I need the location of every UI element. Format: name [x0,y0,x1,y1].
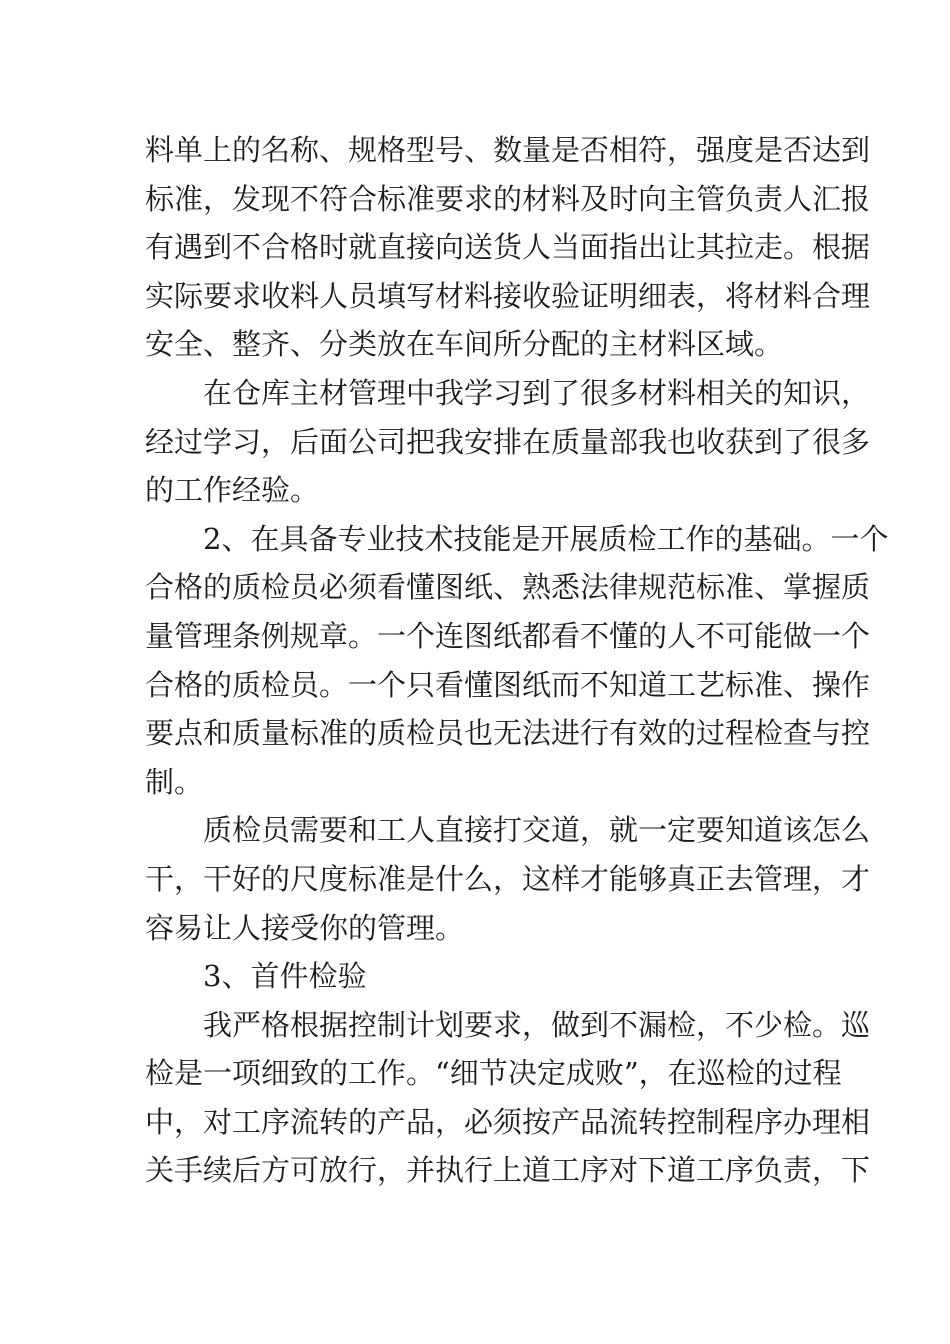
text-line: 关手续后方可放行，并执行上道工序对下道工序负责，下 [145,1153,871,1188]
text-line: 3、首件检验 [145,959,367,994]
text-line: 要点和质量标准的质检员也无法进行有效的过程检查与控 [145,716,871,751]
text-line: 容易让人接受你的管理。 [145,910,465,945]
text-line: 检是一项细致的工作。“细节决定成败”，在巡检的过程 [145,1056,842,1091]
text-line: 合格的质检员。一个只看懂图纸而不知道工艺标准、操作 [145,667,871,702]
text-line: 料单上的名称、规格型号、数量是否相符，强度是否达到 [145,133,871,167]
text-line: 的工作经验。 [145,473,320,508]
text-line: 量管理条例规章。一个连图纸都看不懂的人不可能做一个 [145,618,871,653]
text-line: 标准，发现不符合标准要求的材料及时向主管负责人汇报 [145,181,871,216]
text-line: 中，对工序流转的产品，必须按产品流转控制程序办理相 [145,1104,871,1139]
text-line: 有遇到不合格时就直接向送货人当面指出让其拉走。根据 [145,230,871,265]
text-line: 合格的质检员必须看懂图纸、熟悉法律规范标准、掌握质 [145,570,871,605]
text-line: 安全、整齐、分类放在车间所分配的主材料区域。 [145,327,784,362]
text-line: 质检员需要和工人直接打交道，就一定要知道该怎么 [145,813,871,848]
text-line: 制。 [145,764,204,799]
text-line: 经过学习，后面公司把我安排在质量部我也收获到了很多 [145,424,871,459]
text-line: 2、在具备专业技术技能是开展质检工作的基础。一个 [145,521,889,556]
text-line: 在仓库主材管理中我学习到了很多材料相关的知识， [145,375,871,410]
text-line: 干，干好的尺度标准是什么，这样才能够真正去管理，才 [145,861,871,896]
text-line: 实际要求收料人员填写材料接收验证明细表，将材料合理 [145,278,871,313]
text-line: 我严格根据控制计划要求，做到不漏检，不少检。巡 [145,1007,871,1042]
body-text [145,126,889,1195]
